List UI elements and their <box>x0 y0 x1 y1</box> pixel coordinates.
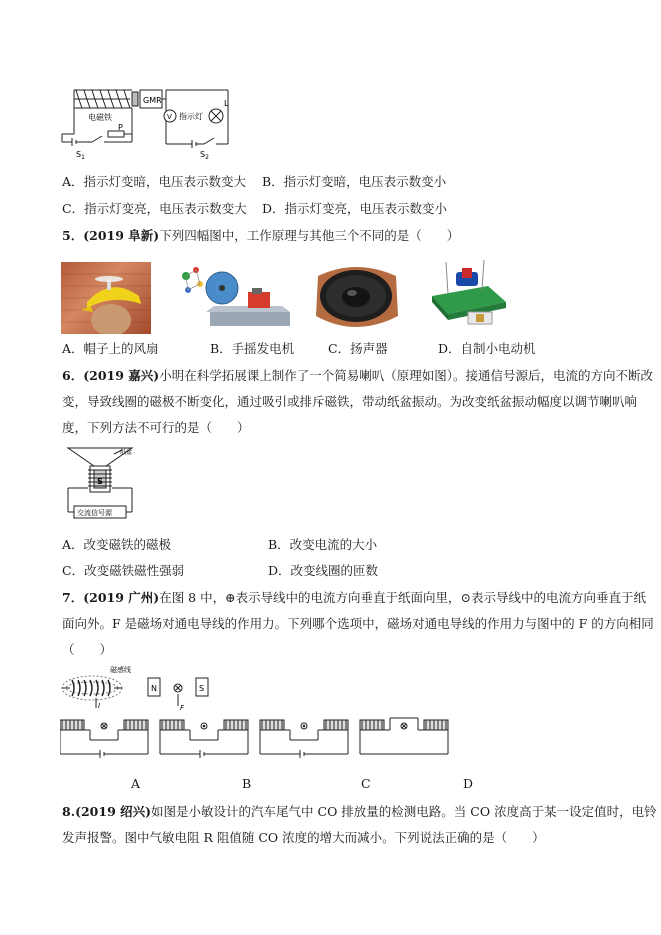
q5-text: 下列四幅图中，工作原理与其他三个不同的是（ ） <box>159 228 460 243</box>
gmr-label: GMR <box>143 96 162 105</box>
ac-source-label: 交流信号源 <box>77 509 112 517</box>
force-f-label: F <box>180 704 185 712</box>
q8-text-1: 如图是小敏设计的汽车尾气中 CO 排放量的检测电路。当 CO 浓度高于某一设定值时，电铃 <box>151 804 657 819</box>
q5-option-b: B．手摇发电机 <box>210 341 295 356</box>
q5-option-d: D．自制小电动机 <box>438 341 536 356</box>
q5-option-c: C．扬声器 <box>328 341 388 356</box>
magnet-n-label: N <box>151 684 157 693</box>
question-7-paren: （ ） <box>62 642 113 657</box>
hat-fan-photo <box>61 262 151 334</box>
q7-circuit-d <box>360 718 448 754</box>
q6-source: (2019 嘉兴) <box>83 368 160 383</box>
slider-p-label: P <box>118 123 123 132</box>
speaker-principle-figure <box>62 444 138 522</box>
q6-option-d: D．改变线圈的匝数 <box>268 563 379 578</box>
switch-s1-label: $S_1$ <box>76 150 85 161</box>
q4-option-d: D．指示灯变亮，电压表示数变小 <box>262 201 448 216</box>
q7-options-figure <box>60 716 460 764</box>
q7-label-c: C <box>361 776 371 791</box>
magnet-s-label-fig8: S <box>199 684 205 693</box>
q4-option-b: B．指示灯变暗，电压表示数变小 <box>262 174 447 189</box>
question-8-stem-line2: 发声报警。图中气敏电阻 R 阻值随 CO 浓度的增大而减小。下列说法正确的是（ ） <box>62 830 545 845</box>
q7-text-1: 在图 8 中，⊕表示导线中的电流方向垂直于纸面向里，⊙表示导线中的电流方向垂直于纸 <box>159 590 647 605</box>
loudspeaker-photo <box>308 262 404 334</box>
q6-number: 6． <box>62 368 84 383</box>
q7-circuit-a <box>60 720 148 758</box>
q7-circuit-b <box>160 720 248 758</box>
q7-label-a: A <box>131 776 141 791</box>
q7-label-d: D <box>463 776 474 791</box>
hand-generator-photo <box>170 262 290 334</box>
question-8-stem-line1 <box>62 804 657 820</box>
question-7-stem-line2: 面向外。F 是磁场对通电导线的作用力。下列哪个选项中，磁场对通电导线的作用力与图中的 F 的方向相同 <box>62 616 654 631</box>
paper-cone-label: 纸盆 <box>120 449 133 456</box>
q7-source: (2019 广州) <box>83 590 160 605</box>
lamp-l-label: L <box>224 99 229 108</box>
q5-source: (2019 阜新) <box>83 228 160 243</box>
q7-label-b: B <box>242 776 252 791</box>
question-7-stem-line1 <box>62 590 646 606</box>
q6-option-b: B．改变电流的大小 <box>268 537 378 552</box>
q7-number: 7． <box>62 590 84 605</box>
q8-source: (2019 绍兴) <box>75 804 152 819</box>
q6-option-c: C．改变磁铁磁性强弱 <box>62 563 185 578</box>
electromagnet-label: 电磁铁 <box>88 113 112 122</box>
figure-8-reference <box>58 664 218 714</box>
q6-text-1: 小明在科学拓展课上制作了一个简易喇叭（原理如图）。接通信号源后，电流的方向不断改 <box>159 368 653 383</box>
current-i-label: I <box>98 702 101 710</box>
question-6-stem-line3: 度，下列方法不可行的是（ ） <box>62 420 250 435</box>
q8-number: 8. <box>62 804 76 819</box>
q6-option-a: A．改变磁铁的磁极 <box>62 537 172 552</box>
q4-option-a: A．指示灯变暗，电压表示数变大 <box>62 174 247 189</box>
q5-number: 5． <box>62 228 84 243</box>
homemade-motor-photo <box>426 256 510 334</box>
gmr-circuit-figure <box>52 84 252 162</box>
switch-s2-label: $S_2$ <box>200 150 209 161</box>
question-6-stem-line2: 变，导致线圈的磁极不断变化，通过吸引或排斥磁铁，带动纸盆振动。为改变纸盆振动幅度以调节喇叭响 <box>62 394 638 409</box>
q5-option-a: A．帽子上的风扇 <box>62 341 159 356</box>
q7-circuit-c <box>260 720 348 758</box>
field-lines-label: 磁感线 <box>110 666 131 674</box>
voltmeter-label: V <box>167 113 172 121</box>
q4-option-c: C．指示灯变亮，电压表示数变大 <box>62 201 247 216</box>
indicator-lamp-label: 指示灯 <box>179 112 203 121</box>
question-5-stem <box>62 228 459 244</box>
magnet-s-label: S <box>97 477 103 486</box>
question-6-stem-line1 <box>62 368 653 384</box>
